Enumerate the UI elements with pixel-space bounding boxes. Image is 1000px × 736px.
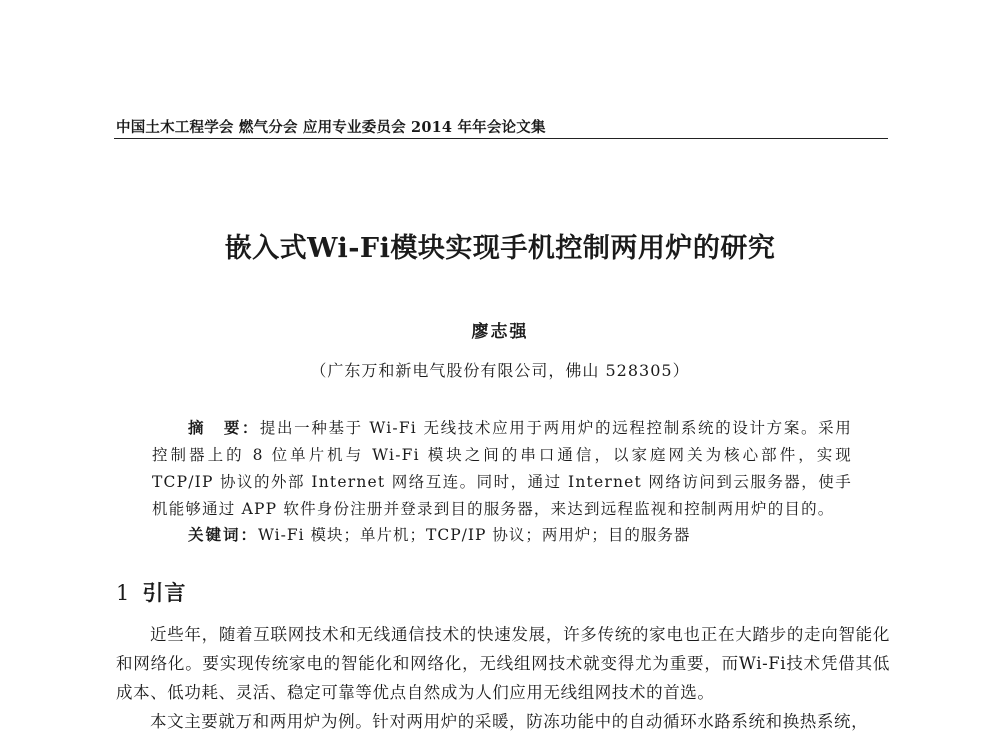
- keywords-label: 关键词：: [188, 525, 259, 544]
- section-title: 引言: [142, 580, 187, 605]
- body-paragraph: 近些年，随着互联网技术和无线通信技术的快速发展，许多传统的家电也正在大踏步的走向智能化和网络化。要实现传统家电的智能化和网络化，无线组网技术就变得尤为重要，而Wi-Fi技术凭借其低成本、低功耗、灵活、稳定可靠等优点自然成为人们应用无线组网技术的首选。: [116, 625, 890, 702]
- author-affiliation: （广东万和新电气股份有限公司，佛山 528305）: [310, 361, 690, 380]
- running-header: 中国土木工程学会 燃气分会 应用专业委员会 2014 年年会论文集: [116, 119, 546, 136]
- section-body: [116, 620, 890, 736]
- abstract-text: 提出一种基于 Wi-Fi 无线技术应用于两用炉的远程控制系统的设计方案。采用控制器上的 8 位单片机与 Wi-Fi 模块之间的串口通信，以家庭网关为核心部件，实现 TCP/IP 协议的外部 Internet 网络互连。同时，通过 Internet 网络访问到云服务器，使手机能够通过 APP 软件身份注册并登录到目的服务器，来达到远程监视和控制两用炉的目的。: [152, 419, 852, 518]
- abstract-body: [152, 414, 852, 523]
- section-heading: [116, 577, 186, 607]
- author-name: 廖志强: [471, 322, 529, 342]
- header-divider: [114, 138, 888, 139]
- keywords: [188, 523, 690, 545]
- abstract-label: 摘 要：: [188, 418, 260, 437]
- body-paragraph: 本文主要就万和两用炉为例。针对两用炉的采暖，防冻功能中的自动循环水路系统和换热系统，: [150, 712, 869, 731]
- abstract: [152, 414, 852, 523]
- paper-title: 嵌入式Wi-Fi模块实现手机控制两用炉的研究: [224, 233, 776, 264]
- section-number: 1: [116, 581, 131, 605]
- keywords-text: Wi-Fi 模块；单片机；TCP/IP 协议；两用炉；目的服务器: [258, 526, 691, 544]
